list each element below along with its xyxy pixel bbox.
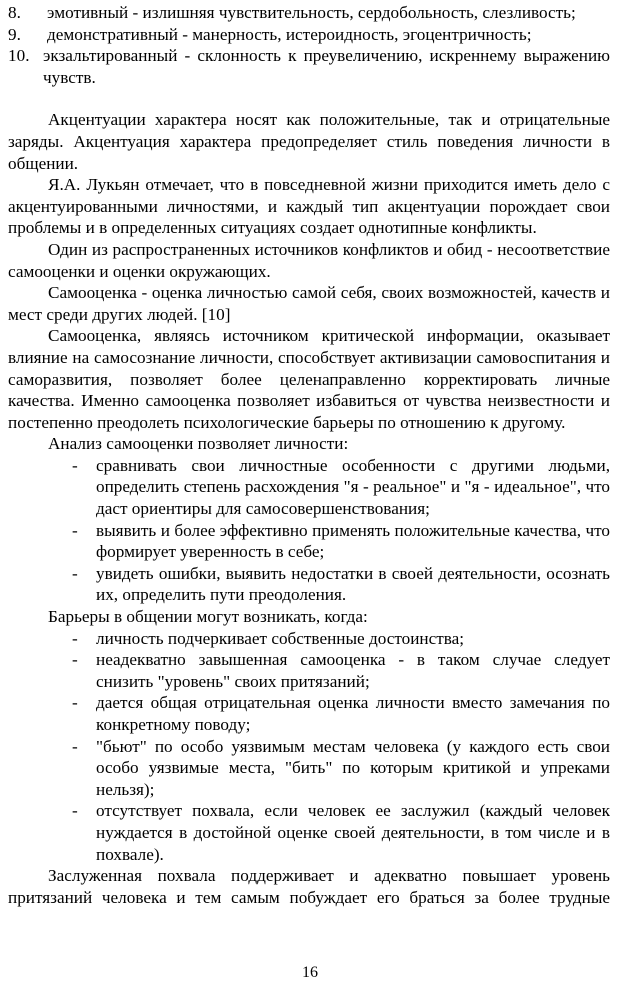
list-item-text: экзальтированный - склонность к преувеличению, искреннему выражению чувств. [43,46,610,87]
paragraph: Барьеры в общении могут возникать, когда: [48,607,368,627]
bullet-text: выявить и более эффективно применять положительные качества, что формирует уверенность в себе; [96,520,610,562]
list-item [8,24,610,46]
bullet-dash: - [72,455,78,475]
paragraph: Анализ самооценки позволяет личности: [48,434,349,454]
numbered-list [8,2,610,88]
list-item [8,45,610,88]
paragraph: Я.А. Лукьян отмечает, что в повседневной жизни приходится иметь дело с акцентуированными личностями, и каждый тип акцентуации порождает свои проблемы и в определенных ситуациях создает однотипные конфликты. [8,175,610,238]
bullet-item [8,692,610,735]
page-number: 16 [302,964,318,981]
bullet-text: личность подчеркивает собственные достоинства; [96,628,465,648]
bullet-dash: - [72,736,78,756]
list-item-text: эмотивный - излишняя чувствительность, сердобольность, слезливость; [47,3,576,22]
paragraph: Заслуженная похвала поддерживает и адекватно повышает уровень притязаний человека и тем самым побуждает его браться за более трудные [8,866,610,907]
bullet-text: сравнивать свои личностные особенности с другими людьми, определить степень расхождения "я - реальное" и "я - идеальное", что даст ориентиры для самосовершенствования; [96,455,610,519]
bullet-dash: - [72,628,78,648]
bullet-dash: - [72,520,78,540]
bullet-item [8,455,610,520]
bullet-dash: - [72,801,78,821]
list-item-text: демонстративный - манерность, истероидность, эгоцентричность; [47,24,532,44]
list-item [8,2,610,24]
list-item-number: 10. [8,46,30,66]
bullet-item [8,563,610,606]
paragraph: Акцентуации характера носят как положительные, так и отрицательные заряды. Акцентуация характера предопределяет стиль поведения личности в общении. [8,110,610,173]
bullet-text: "бьют" по особо уязвимым местам человека (у каждого есть свои особо уязвимые места, "бить" по которым критикой и упреками нельзя); [96,736,610,799]
bullet-item [8,736,610,801]
list-item-number: 8. [8,3,21,22]
bullet-item [8,520,610,563]
paragraph: Самооценка - оценка личностью самой себя, своих возможностей, качеств и мест среди других людей. [10] [8,283,610,324]
blank-line [8,88,610,109]
bullet-item [8,649,610,692]
bullet-item [8,800,610,865]
bullet-text: неадекватно завышенная самооценка - в таком случае следует снизить "уровень" своих притязаний; [96,650,610,691]
paragraph: Самооценка, являясь источником критической информации, оказывает влияние на самосознание личности, способствует активизации самовоспитания и саморазвития, позволяет более целенаправленно корректировать личные качества. Именно самооценка позволяет избавиться от чувства неизвестности и постепенно преодолеть психологические барьеры по отношению к другому. [8,326,610,432]
bullet-text: дается общая отрицательная оценка личности вместо замечания по конкретному поводу; [96,693,610,734]
bullet-dash: - [72,693,78,713]
bullet-text: отсутствует похвала, если человек ее заслужил (каждый человек нуждается в достойной оценке своей деятельности, в том числе и в похвале). [96,801,610,864]
bullet-text: увидеть ошибки, выявить недостатки в своей деятельности, осознать их, определить пути преодоления. [96,563,610,605]
list-item-number: 9. [8,24,21,44]
bullet-item [8,628,610,650]
bullet-dash: - [72,563,78,583]
bullet-dash: - [72,650,78,670]
paragraph: Один из распространенных источников конфликтов и обид - несоответствие самооценки и оценки окружающих. [8,239,610,281]
